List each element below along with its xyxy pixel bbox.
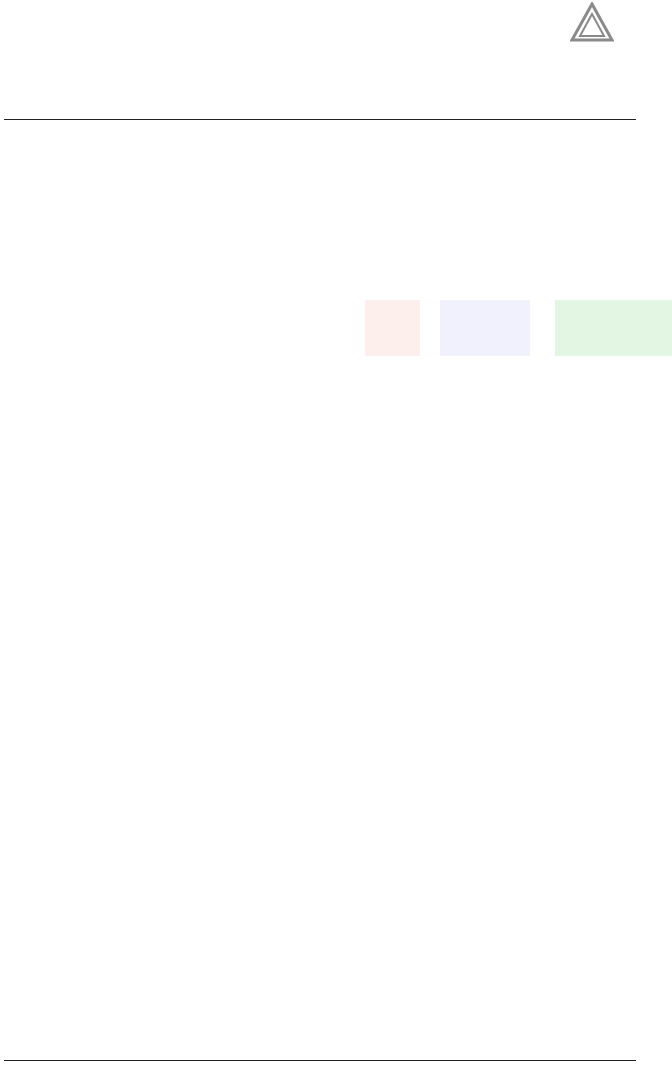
tuv-triangle-icon xyxy=(570,2,614,42)
color-patch-blue xyxy=(440,300,530,356)
color-patch-red xyxy=(365,300,420,356)
footer-rule xyxy=(4,1060,636,1061)
tuv-logo xyxy=(558,2,642,102)
color-patch-green xyxy=(555,300,672,356)
header-rule xyxy=(4,119,636,120)
